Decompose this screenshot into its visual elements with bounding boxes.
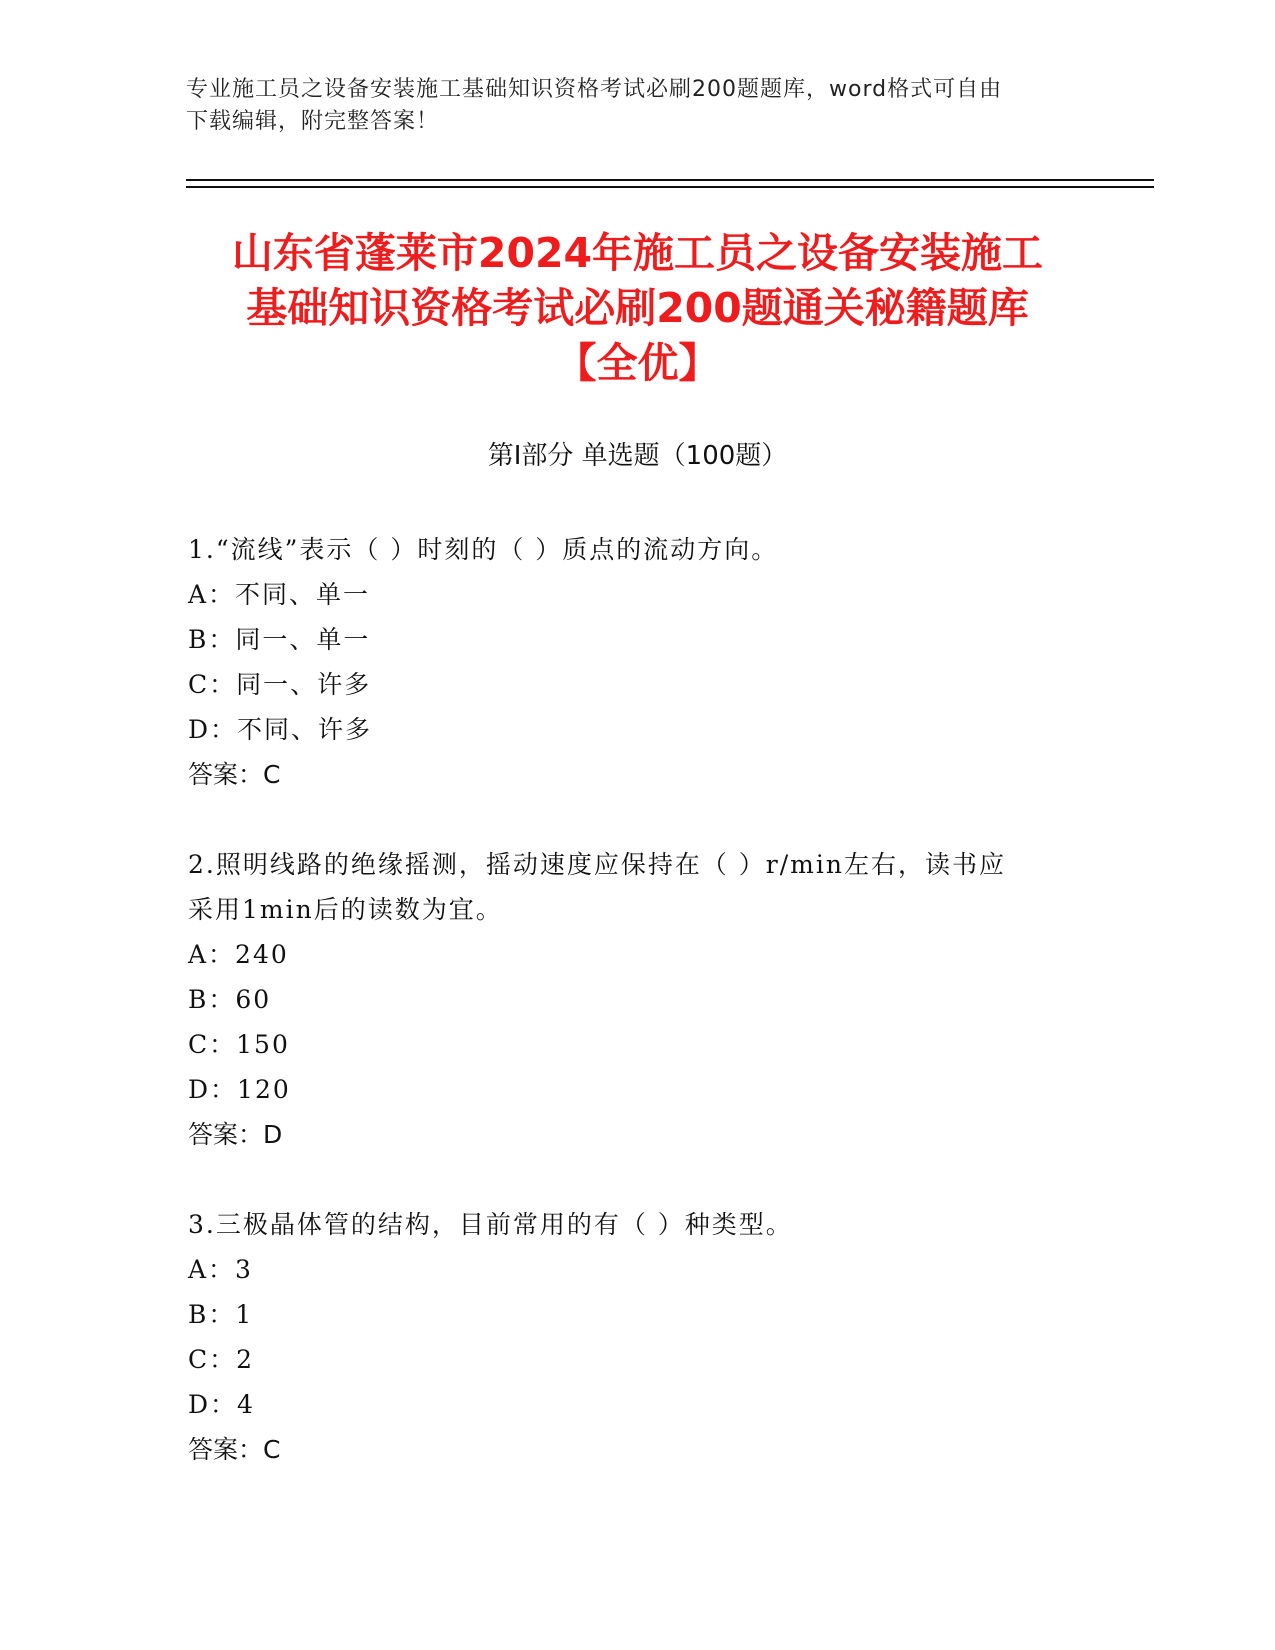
option-b: B：同一、单一: [188, 625, 371, 654]
question-stem: 1.“流线”表示（ ）时刻的（ ）质点的流动方向。: [188, 535, 779, 564]
question-item: [188, 1202, 1068, 1472]
question-item: [188, 842, 1068, 1157]
option-d: D：120: [188, 1075, 291, 1104]
answer: 答案：C: [188, 1435, 281, 1464]
answer: 答案：D: [188, 1120, 283, 1149]
question-stem: 3.三极晶体管的结构，目前常用的有（ ）种类型。: [188, 1210, 793, 1239]
option-b: B：60: [188, 985, 272, 1014]
header-divider-top: [186, 179, 1154, 181]
question-list: [188, 527, 1068, 1517]
option-c: C：2: [188, 1345, 255, 1374]
header-divider-bottom: [186, 186, 1154, 188]
option-a: A：3: [188, 1255, 253, 1284]
title-line-3: 【全优】: [555, 339, 720, 387]
header-note-line-2: 下载编辑，附完整答案！: [186, 109, 440, 134]
title-line-1: 山东省蓬莱市2024年施工员之设备安装施工: [231, 229, 1044, 277]
title-line-2: 基础知识资格考试必刷200题通关秘籍题库: [246, 284, 1029, 332]
question-item: [188, 527, 1068, 797]
question-stem-continued: 采用1min后的读数为宜。: [188, 895, 503, 924]
section-heading: 第I部分 单选题（100题）: [487, 441, 788, 471]
header-note: [186, 74, 1066, 138]
header-note-line-1: 专业施工员之设备安装施工基础知识资格考试必刷200题题库，word格式可自由: [186, 77, 1003, 102]
option-b: B：1: [188, 1300, 254, 1329]
question-stem: 2.照明线路的绝缘摇测，摇动速度应保持在（ ）r/min左右，读书应: [188, 850, 1006, 879]
option-a: A：240: [188, 940, 289, 969]
option-d: D：4: [188, 1390, 255, 1419]
option-c: C：同一、许多: [188, 670, 372, 699]
option-a: A：不同、单一: [188, 580, 371, 609]
document-title: [140, 226, 1135, 391]
answer: 答案：C: [188, 760, 281, 789]
option-c: C：150: [188, 1030, 290, 1059]
option-d: D：不同、许多: [188, 715, 373, 744]
